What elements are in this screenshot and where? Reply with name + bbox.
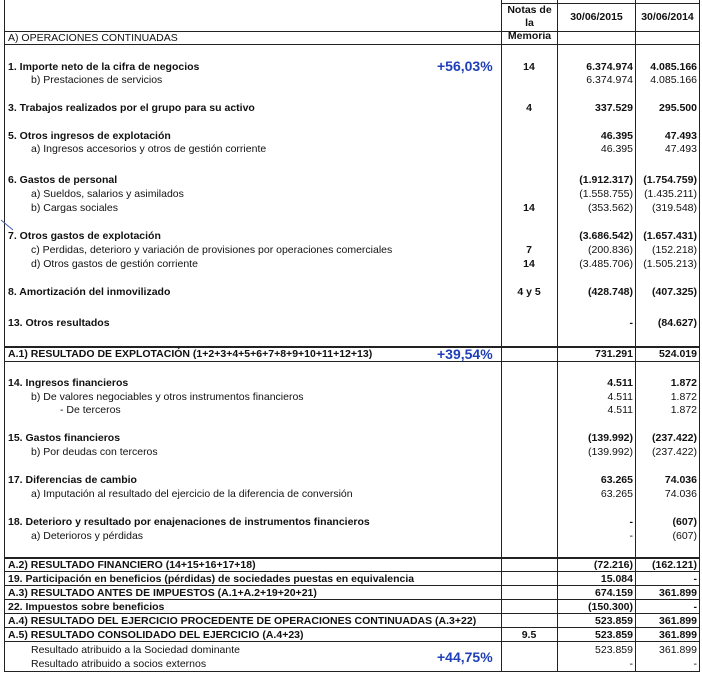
header-notes	[502, 4, 557, 43]
header-2014: 30/06/2014	[641, 11, 694, 23]
row-2014-a3: 361.899	[659, 587, 697, 599]
row-2015-22: (150.300)	[588, 601, 633, 613]
row-2015-a1: 731.291	[595, 348, 633, 360]
annotation-revenue-growth: +56,03%	[437, 58, 493, 74]
row-label-dominante: Resultado atribuido a la Sociedad dominante	[31, 644, 240, 656]
divider-a2-bottom	[4, 571, 700, 572]
annotation-consolidated-growth: +44,75%	[437, 649, 493, 665]
row-label-1: 1. Importe neto de la cifra de negocios	[8, 61, 200, 73]
row-2014-18: (607)	[672, 516, 697, 528]
row-label-17: 17. Diferencias de cambio	[8, 474, 137, 486]
row-2015-5: 46.395	[600, 130, 633, 142]
row-label-5a: a) Ingresos accesorios y otros de gestión corriente	[31, 143, 267, 155]
row-label-externos: Resultado atribuido a socios externos	[31, 658, 207, 670]
row-label-7c: c) Perdidas, deterioro y variación de provisiones por operaciones comerciales	[31, 244, 393, 256]
row-label-a2: A.2) RESULTADO FINANCIERO (14+15+16+17+18)	[8, 559, 256, 571]
row-label-7d: d) Otros gastos de gestión corriente	[31, 258, 198, 270]
row-note-7c: 7	[526, 244, 532, 256]
section-divider	[4, 44, 700, 45]
row-label-22: 22. Impuestos sobre beneficios	[8, 601, 165, 613]
row-2014-a4: 361.899	[659, 615, 697, 627]
row-2014-14b1: 1.872	[670, 404, 697, 416]
row-2014-6a: (1.435.211)	[644, 188, 697, 200]
row-label-1b: b) Prestaciones de servicios	[31, 74, 163, 86]
divider-r19-bottom	[4, 585, 700, 586]
row-2014-dominante: 361.899	[659, 644, 697, 656]
row-label-a3: A.3) RESULTADO ANTES DE IMPUESTOS (A.1+A.2+19+20+21)	[8, 587, 317, 599]
row-2014-6: (1.754.759)	[643, 174, 697, 186]
row-label-19: 19. Participación en beneficios (pérdidas) de sociedades puestas en equivalencia	[8, 573, 415, 585]
row-label-18: 18. Deterioro y resultado por enajenaciones de instrumentos financieros	[8, 516, 370, 528]
row-2015-externos: -	[629, 658, 633, 670]
row-label-18a: a) Deterioros y pérdidas	[31, 530, 144, 542]
row-2014-a5: 361.899	[659, 629, 697, 641]
divider-r22-bottom	[4, 613, 700, 614]
row-note-a5: 9.5	[521, 629, 537, 641]
row-label-a4: A.4) RESULTADO DEL EJERCICIO PROCEDENTE DE OPERACIONES CONTINUADAS (A.3+22)	[8, 615, 477, 627]
row-2015-17a: 63.265	[600, 488, 633, 500]
row-label-5: 5. Otros ingresos de explotación	[8, 130, 171, 142]
row-label-14b: b) De valores negociables y otros instrumentos financieros	[31, 391, 304, 403]
row-2015-1b: 6.374.974	[586, 74, 633, 86]
row-2014-18a: (607)	[672, 530, 697, 542]
row-2014-externos: -	[693, 658, 697, 670]
row-2015-a2: (72.216)	[593, 559, 633, 571]
row-2014-13: (84.627)	[657, 317, 697, 329]
row-note-6b: 14	[523, 202, 535, 214]
row-2015-18: -	[629, 516, 633, 528]
row-2014-22: -	[693, 601, 697, 613]
row-2015-a4: 523.859	[595, 615, 633, 627]
divider-a5-bottom	[4, 641, 700, 642]
row-2015-13: -	[629, 317, 633, 329]
row-2015-7c: (200.836)	[588, 244, 633, 256]
row-2015-6a: (1.558.755)	[579, 188, 633, 200]
row-label-17a: a) Imputación al resultado del ejercicio de la diferencia de conversión	[31, 488, 353, 500]
row-label-a5: A.5) RESULTADO CONSOLIDADO DEL EJERCICIO (A.4+23)	[8, 629, 304, 641]
row-2015-15: (139.992)	[588, 432, 633, 444]
row-2014-a2: (162.121)	[652, 559, 697, 571]
header-2015: 30/06/2015	[570, 11, 623, 23]
row-2014-15: (237.422)	[652, 432, 697, 444]
row-label-6b: b) Cargas sociales	[31, 202, 118, 214]
row-label-14: 14. Ingresos financieros	[8, 377, 129, 389]
row-note-3: 4	[526, 102, 532, 114]
row-2014-5: 47.493	[664, 130, 697, 142]
row-label-13: 13. Otros resultados	[8, 317, 110, 329]
row-2014-17: 74.036	[664, 474, 697, 486]
row-2015-7: (3.686.542)	[579, 230, 633, 242]
row-note-1: 14	[523, 61, 535, 73]
row-2014-15b: (237.422)	[652, 446, 697, 458]
row-2015-19: 15.084	[600, 573, 633, 585]
row-note-7d: 14	[523, 258, 535, 270]
row-2015-14b: 4.511	[607, 391, 633, 403]
row-2014-14: 1.872	[670, 377, 697, 389]
row-2014-a1: 524.019	[659, 348, 697, 360]
row-2015-a3: 674.159	[595, 587, 633, 599]
row-2015-14b1: 4.511	[607, 404, 633, 416]
row-2014-1: 4.085.166	[650, 61, 697, 73]
row-2015-1: 6.374.974	[586, 61, 633, 73]
row-2014-7c: (152.218)	[652, 244, 697, 256]
row-2014-19: -	[693, 573, 697, 585]
row-2015-3: 337.529	[595, 102, 633, 114]
row-label-15: 15. Gastos financieros	[8, 432, 121, 444]
row-label-8: 8. Amortización del inmovilizado	[8, 286, 171, 298]
row-label-a1: A.1) RESULTADO DE EXPLOTACIÓN (1+2+3+4+5+6+7+8+9+10+11+12+13)	[8, 348, 373, 360]
row-2015-7d: (3.485.706)	[579, 258, 633, 270]
annotation-operating-growth: +39,54%	[437, 346, 493, 362]
row-2014-17a: 74.036	[664, 488, 697, 500]
row-2014-1b: 4.085.166	[650, 74, 697, 86]
divider-a1-bottom	[4, 361, 700, 362]
row-2014-8: (407.325)	[652, 286, 697, 298]
row-label-6a: a) Sueldos, salarios y asimilados	[31, 188, 184, 200]
row-2014-7d: (1.505.213)	[643, 258, 697, 270]
row-2015-18a: -	[629, 530, 633, 542]
row-2015-dominante: 523.859	[595, 644, 633, 656]
margin-mark-icon	[0, 217, 14, 231]
row-2015-6: (1.912.317)	[579, 174, 633, 186]
row-2014-5a: 47.493	[664, 143, 697, 155]
row-label-7: 7. Otros gastos de explotación	[8, 230, 161, 242]
row-label-14b1: - De terceros	[60, 404, 121, 416]
row-2015-5a: 46.395	[600, 143, 633, 155]
row-2015-15b: (139.992)	[588, 446, 633, 458]
row-label-6: 6. Gastos de personal	[8, 174, 118, 186]
row-2015-6b: (353.562)	[588, 202, 633, 214]
row-2015-a5: 523.859	[595, 629, 633, 641]
divider-a4-bottom	[4, 627, 700, 628]
header-notes-line1: Notas de la	[507, 4, 552, 29]
row-note-8: 4 y 5	[517, 286, 541, 298]
section-title: A) OPERACIONES CONTINUADAS	[8, 32, 178, 44]
table-border-bottom	[4, 671, 700, 672]
header-notes-line2: Memoria	[507, 30, 552, 42]
divider-a3-bottom	[4, 599, 700, 600]
row-label-3: 3. Trabajos realizados por el grupo para su activo	[8, 102, 255, 114]
row-2015-14: 4.511	[607, 377, 633, 389]
row-2015-8: (428.748)	[588, 286, 633, 298]
row-2014-3: 295.500	[659, 102, 697, 114]
row-label-15b: b) Por deudas con terceros	[31, 446, 158, 458]
row-2014-6b: (319.548)	[652, 202, 697, 214]
row-2015-17: 63.265	[600, 474, 633, 486]
row-2014-14b: 1.872	[670, 391, 697, 403]
row-2014-7: (1.657.431)	[643, 230, 697, 242]
